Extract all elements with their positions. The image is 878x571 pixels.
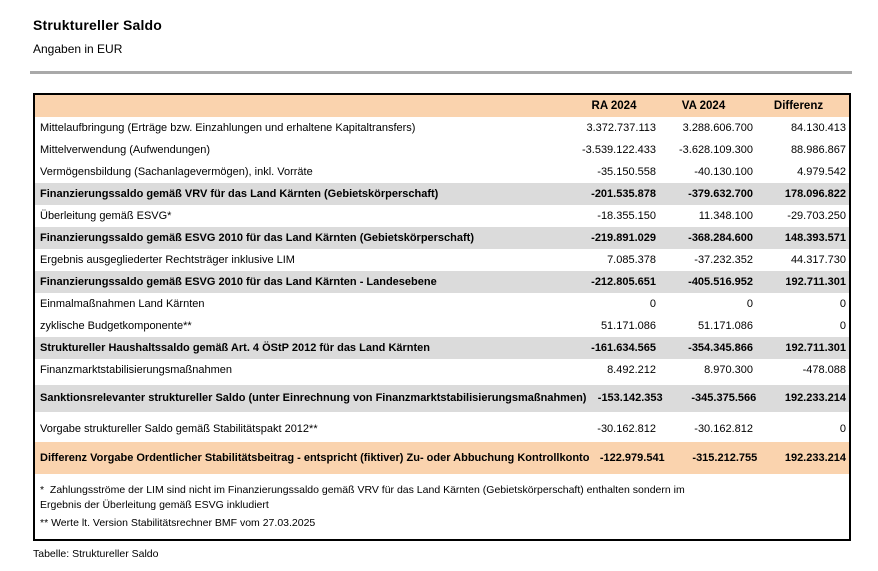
value-ra: -122.979.541 [599, 451, 665, 464]
table-row [35, 359, 849, 381]
value-va: -315.212.755 [692, 451, 758, 464]
value-va: -40.130.100 [694, 165, 753, 178]
row-label: Mittelverwendung (Aufwendungen) [40, 143, 210, 156]
value-diff: -29.703.250 [787, 209, 846, 222]
value-va: 51.171.086 [697, 319, 753, 332]
value-ra: 7.085.378 [607, 253, 656, 266]
column-header-va-2024: VA 2024 [681, 99, 726, 112]
value-ra: -212.805.651 [591, 275, 656, 288]
value-va: 11.348.100 [698, 209, 753, 222]
row-label: Mittelaufbringung (Erträge bzw. Einzahlungen und erhaltene Kapitaltransfers) [40, 121, 416, 134]
structural-balance-table [33, 93, 851, 541]
value-ra: 3.372.737.113 [586, 121, 656, 134]
column-header-differenz: Differenz [773, 99, 824, 112]
row-label: Vorgabe struktureller Saldo gemäß Stabilitätspakt 2012** [40, 422, 318, 435]
table-row [35, 161, 849, 183]
value-ra: -201.535.878 [591, 187, 656, 200]
page-subtitle: Angaben in EUR [33, 42, 123, 56]
value-va: -368.284.600 [688, 231, 753, 244]
row-label: Einmalmaßnahmen Land Kärnten [40, 297, 205, 310]
value-diff: 88.986.867 [790, 143, 846, 156]
table-row [35, 293, 849, 315]
value-va: -3.628.109.300 [678, 143, 753, 156]
row-label: Finanzierungssaldo gemäß ESVG 2010 für das Land Kärnten - Landesebene [40, 275, 437, 288]
row-label: Finanzierungssaldo gemäß VRV für das Land Kärnten (Gebietskörperschaft) [40, 187, 439, 200]
value-diff: 178.096.822 [784, 187, 846, 200]
page-title: Struktureller Saldo [33, 17, 163, 33]
value-va: -37.232.352 [694, 253, 753, 266]
value-ra: -3.539.122.433 [581, 143, 656, 156]
value-va: 3.288.606.700 [682, 121, 753, 134]
value-diff: 192.711.301 [785, 341, 846, 354]
value-ra: 51.171.086 [600, 319, 656, 332]
table-row [35, 337, 849, 359]
value-va: -30.162.812 [694, 422, 753, 435]
value-ra: -161.634.565 [591, 341, 656, 354]
table-row [35, 227, 849, 249]
footnote-2: ** Werte lt. Version Stabilitätsrechner BMF vom 27.03.2025 [40, 517, 316, 530]
table-body [35, 117, 849, 474]
table-row [35, 139, 849, 161]
header-divider [30, 71, 852, 74]
value-va: -345.375.566 [691, 392, 757, 405]
table-row [35, 249, 849, 271]
value-va: -405.516.952 [688, 275, 753, 288]
row-label: zyklische Budgetkomponente** [40, 319, 192, 332]
footnotes [35, 474, 849, 539]
column-header-ra-2024: RA 2024 [591, 99, 637, 112]
row-label: Überleitung gemäß ESVG* [40, 209, 172, 222]
value-ra: -219.891.029 [591, 231, 656, 244]
value-va: -354.345.866 [688, 341, 753, 354]
value-diff: -478.088 [802, 363, 846, 376]
value-diff: 0 [839, 319, 846, 332]
footnote-1: * Zahlungsströme der LIM sind nicht im Finanzierungssaldo gemäß VRV für das Land Kärnten (Gebietskörperschaft) enthalten sondern im Ergebnis der Überleitung gemäß ESVG inkludiert [40, 484, 688, 512]
value-diff: 84.130.413 [790, 121, 846, 134]
value-diff: 192.233.214 [784, 451, 846, 464]
value-diff: 192.233.214 [784, 392, 846, 405]
table-row [35, 315, 849, 337]
value-ra: -153.142.353 [597, 392, 663, 405]
row-label: Finanzierungssaldo gemäß ESVG 2010 für das Land Kärnten (Gebietskörperschaft) [40, 231, 474, 244]
value-diff: 0 [839, 422, 846, 435]
value-ra: -30.162.812 [597, 422, 656, 435]
value-ra: -35.150.558 [597, 165, 656, 178]
table-row [35, 418, 849, 440]
value-diff: 0 [839, 297, 846, 310]
row-label: Ergebnis ausgegliederter Rechtsträger inklusive LIM [40, 253, 295, 266]
table-row [35, 271, 849, 293]
table-caption: Tabelle: Struktureller Saldo [33, 547, 159, 560]
row-label: Finanzmarktstabilisierungsmaßnahmen [40, 363, 232, 376]
value-ra: -18.355.150 [597, 209, 656, 222]
value-ra: 8.492.212 [607, 363, 656, 376]
table-row [35, 385, 849, 412]
value-diff: 44.317.730 [790, 253, 846, 266]
value-va: 0 [746, 297, 753, 310]
table-row [35, 205, 849, 227]
row-label: Sanktionsrelevanter struktureller Saldo (unter Einrechnung von Finanzmarktstabilisierungsmaßnahmen) [40, 392, 587, 405]
table-row [35, 117, 849, 139]
table-row [35, 183, 849, 205]
value-va: 8.970.300 [704, 363, 753, 376]
table-row [35, 442, 849, 474]
value-diff: 148.393.571 [784, 231, 846, 244]
value-diff: 4.979.542 [797, 165, 846, 178]
value-va: -379.632.700 [688, 187, 753, 200]
value-ra: 0 [649, 297, 656, 310]
value-diff: 192.711.301 [785, 275, 846, 288]
row-label: Differenz Vorgabe Ordentlicher Stabilitätsbeitrag - entspricht (fiktiver) Zu- oder Abbuchung Kontrollkonto [40, 451, 590, 464]
row-label: Vermögensbildung (Sachanlagevermögen), inkl. Vorräte [40, 165, 313, 178]
table-header-row [35, 95, 849, 117]
row-label: Struktureller Haushaltssaldo gemäß Art. 4 ÖStP 2012 für das Land Kärnten [40, 341, 431, 354]
